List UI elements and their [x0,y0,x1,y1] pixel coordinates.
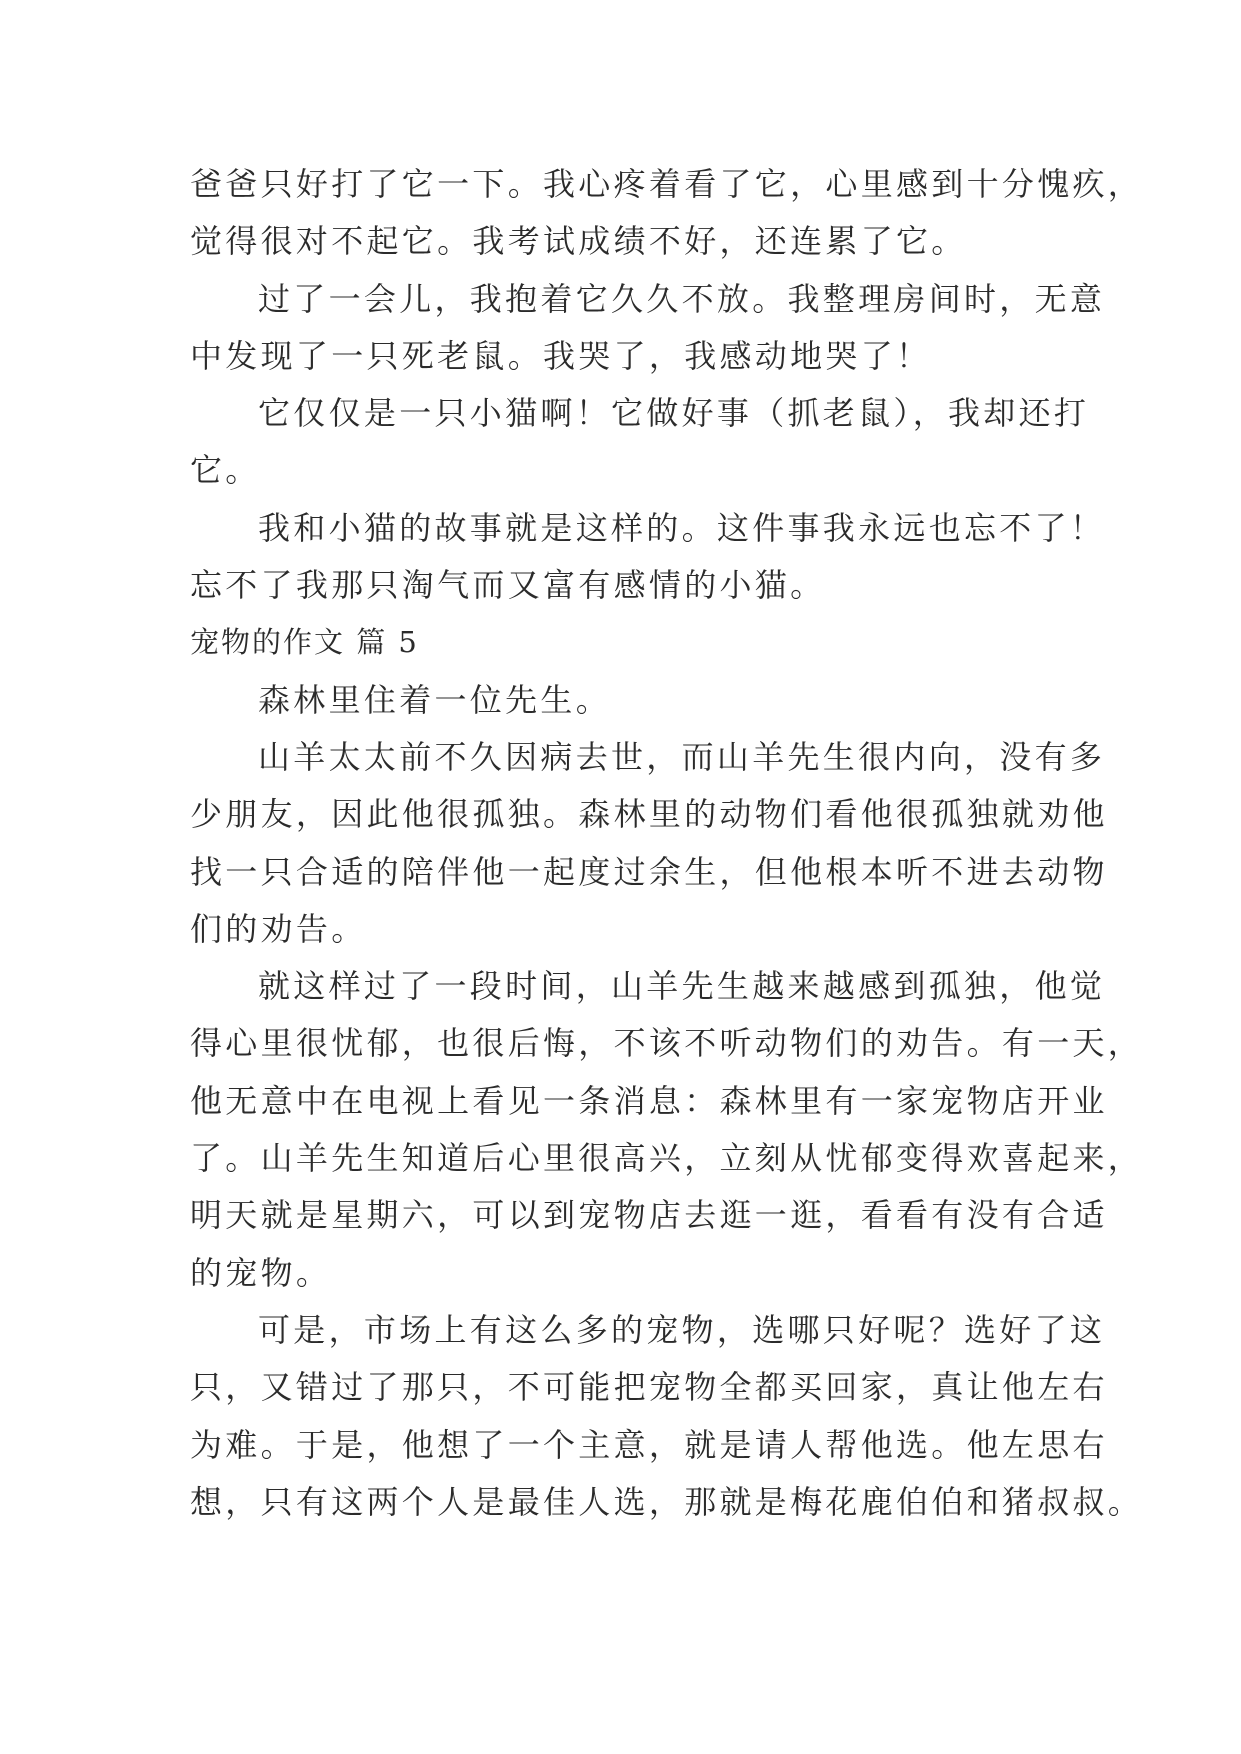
text-line: 少朋友，因此他很孤独。森林里的动物们看他很孤独就劝他 [190,795,1108,834]
text-line: 了。山羊先生知道后心里很高兴，立刻从忧郁变得欢喜起来， [190,1139,1144,1178]
text-line: 爸爸只好打了它一下。我心疼着看了它，心里感到十分愧疚， [190,165,1144,203]
text-line: 它仅仅是一只小猫啊！它做好事（抓老鼠），我却还打 [258,394,1090,433]
document-body [190,156,1144,1531]
text-line: 森林里住着一位先生。 [258,680,612,719]
text-line: 山羊太太前不久因病去世，而山羊先生很内向，没有多 [258,737,1106,776]
section-heading: 宠物的作文 篇 5 [190,625,419,660]
text-line: 就这样过了一段时间，山羊先生越来越感到孤独，他觉 [258,967,1106,1006]
text-line: 找一只合适的陪伴他一起度过余生，但他根本听不进去动物 [190,852,1108,891]
text-line: 想，只有这两个人是最佳人选，那就是梅花鹿伯伯和猪叔叔。 [190,1482,1144,1521]
text-line: 它。 [190,451,261,490]
text-line: 为难。于是，他想了一个主意，就是请人帮他选。他左思右 [190,1425,1108,1464]
text-line: 只，又错过了那只，不可能把宠物全都买回家，真让他左右 [190,1368,1108,1407]
text-line: 忘不了我那只淘气而又富有感情的小猫。 [190,566,826,605]
text-line: 他无意中在电视上看见一条消息：森林里有一家宠物店开业 [190,1081,1108,1120]
text-line: 我和小猫的故事就是这样的。这件事我永远也忘不了！ [258,508,1106,547]
text-line: 觉得很对不起它。我考试成绩不好，还连累了它。 [190,222,967,261]
text-line: 过了一会儿，我抱着它久久不放。我整理房间时，无意 [258,279,1106,318]
text-line: 们的劝告。 [190,909,367,948]
text-line: 的宠物。 [190,1253,332,1292]
text-line: 得心里很忧郁，也很后悔，不该不听动物们的劝告。有一天， [190,1024,1144,1063]
text-line: 可是，市场上有这么多的宠物，选哪只好呢？选好了这 [258,1310,1106,1349]
text-line: 明天就是星期六，可以到宠物店去逛一逛，看看有没有合适 [190,1196,1108,1235]
text-line: 中发现了一只死老鼠。我哭了，我感动地哭了！ [190,336,932,375]
